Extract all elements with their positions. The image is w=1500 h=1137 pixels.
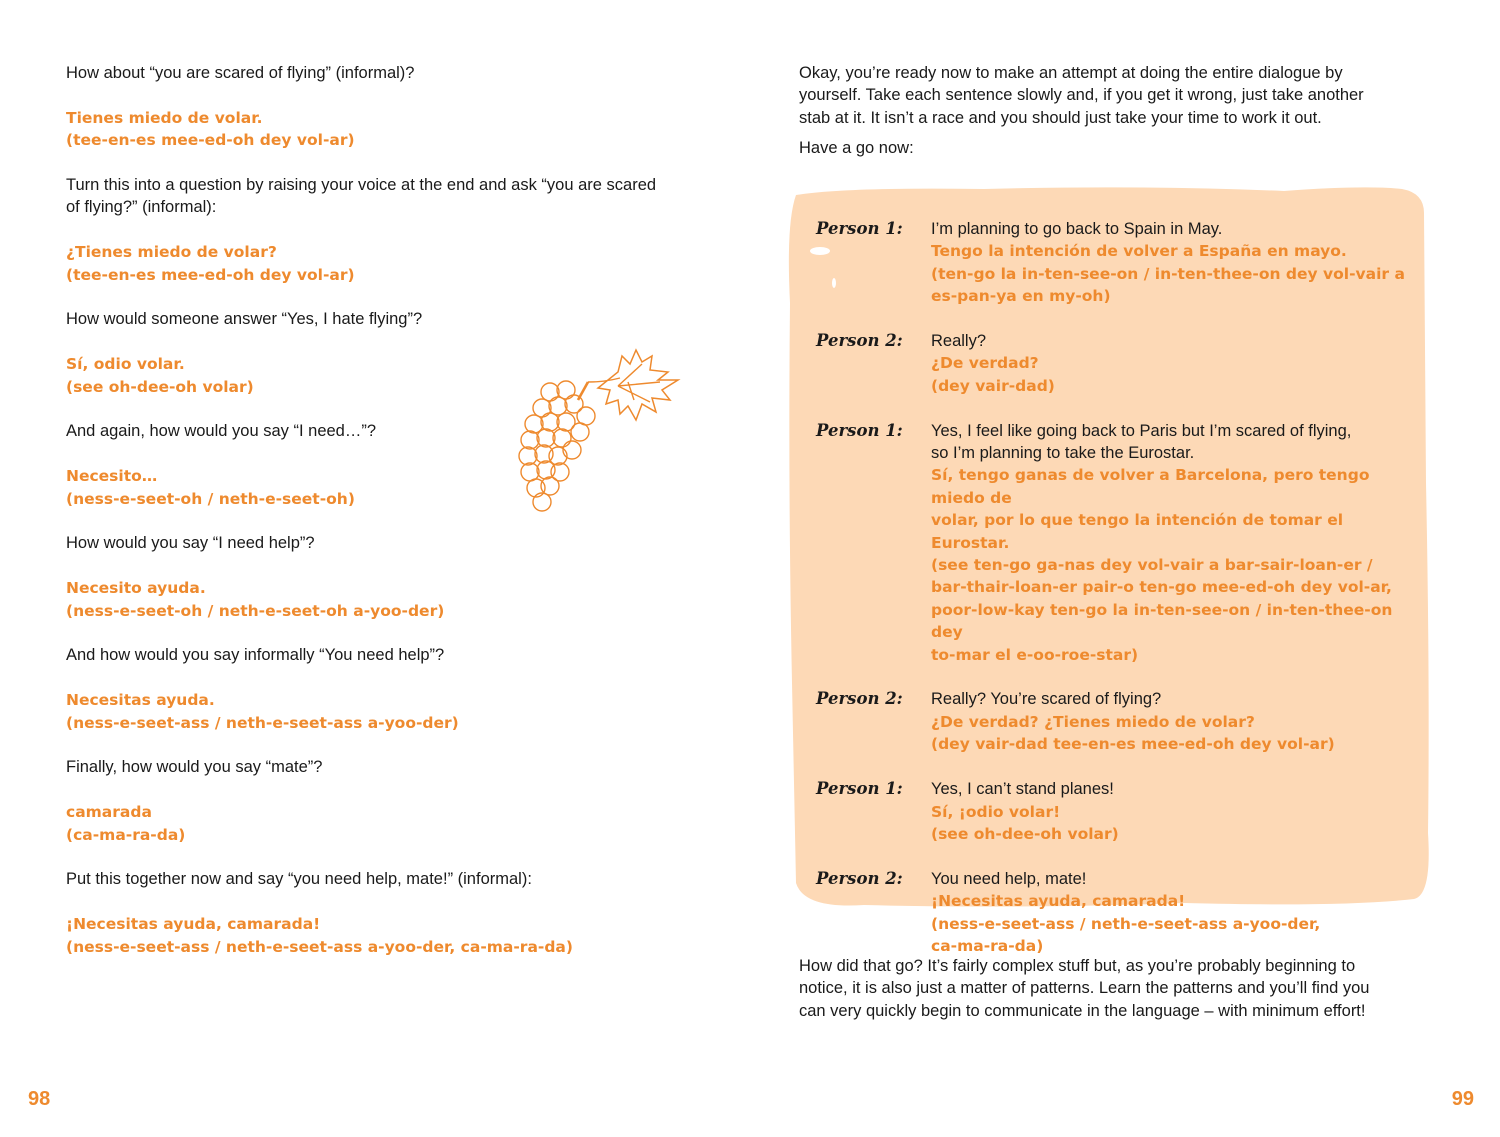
prompt-line: Finally, how would you say “mate”? xyxy=(66,758,323,777)
exercise-block xyxy=(66,532,706,644)
pronunciation-line: (see oh-dee-oh volar) xyxy=(931,824,1119,843)
english-line: I’m planning to go back to Spain in May. xyxy=(931,220,1223,238)
spanish-line: volar, por lo que tengo la intención de tomar el Eurostar. xyxy=(931,511,1344,552)
pronunciation-line: ca-ma-ra-da) xyxy=(931,936,1044,955)
english-line: Yes, I feel like going back to Paris but I’m scared of flying, xyxy=(931,421,1352,440)
pronunciation-line: to-mar el e-oo-roe-star) xyxy=(931,645,1139,664)
spanish-line: camarada xyxy=(66,803,152,822)
pronunciation-line: (tee-en-es mee-ed-oh dey vol-ar) xyxy=(66,131,355,150)
english-line: You need help, mate! xyxy=(931,869,1087,888)
exercise-block xyxy=(66,174,706,308)
right-outro xyxy=(799,955,1419,1022)
pronunciation-line: (see oh-dee-oh volar) xyxy=(66,377,254,396)
spanish-line: Sí, tengo ganas de volver a Barcelona, pero tengo miedo de xyxy=(931,466,1370,507)
spanish-line: ¿Tienes miedo de volar? xyxy=(66,243,277,262)
prompt-line: How would someone answer “Yes, I hate flying”? xyxy=(66,310,423,329)
spanish-line: Necesito… xyxy=(66,467,158,486)
have-a-go-prompt: Have a go now: xyxy=(799,139,914,158)
spanish-line: Sí, odio volar. xyxy=(66,355,185,374)
speaker-label: Person 2: xyxy=(816,689,903,709)
dialogue-turn xyxy=(816,778,1416,845)
spanish-line: ¿De verdad? xyxy=(931,354,1039,373)
exercise-block xyxy=(66,62,706,174)
pronunciation-line: (ness-e-seet-oh / neth-e-seet-oh a-yoo-der) xyxy=(66,601,445,620)
prompt-line: And how would you say informally “You need help”? xyxy=(66,646,445,665)
dialogue-turn xyxy=(816,420,1416,666)
intro-line: Okay, you’re ready now to make an attempt at doing the entire dialogue by xyxy=(799,64,1343,82)
english-line: Yes, I can’t stand planes! xyxy=(931,780,1114,799)
outro-line: How did that go? It’s fairly complex stuff but, as you’re probably beginning to xyxy=(799,957,1356,975)
pronunciation-line: (ness-e-seet-ass / neth-e-seet-ass a-yoo-der, ca-ma-ra-da) xyxy=(66,937,573,956)
pronunciation-line: (ten-go la in-ten-see-on / in-ten-thee-on dey vol-vair a xyxy=(931,264,1405,283)
pronunciation-line: (dey vair-dad) xyxy=(931,376,1055,395)
exercise-block xyxy=(66,644,706,756)
pronunciation-line: (tee-en-es mee-ed-oh dey vol-ar) xyxy=(66,265,355,284)
spanish-line: ¡Necesitas ayuda, camarada! xyxy=(931,892,1186,911)
exercise-block xyxy=(66,868,706,958)
spanish-line: Necesito ayuda. xyxy=(66,579,206,598)
speaker-label: Person 1: xyxy=(816,779,903,799)
spanish-line: Necesitas ayuda. xyxy=(66,691,215,710)
right-intro xyxy=(799,62,1419,160)
prompt-line: Turn this into a question by raising your voice at the end and ask “you are scared xyxy=(66,176,657,194)
prompt-line: How would you say “I need help”? xyxy=(66,534,315,553)
outro-line: notice, it is also just a matter of patterns. Learn the patterns and you’ll find you xyxy=(799,979,1370,998)
dialogue xyxy=(816,218,1416,980)
intro-line: stab at it. It isn’t a race and you should just take your time to work it out. xyxy=(799,108,1322,127)
exercise-block xyxy=(66,756,706,868)
prompt-line: And again, how would you say “I need…”? xyxy=(66,422,377,441)
pronunciation-line: (ca-ma-ra-da) xyxy=(66,825,186,844)
pronunciation-line: poor-low-kay ten-go la in-ten-see-on / in-ten-thee-on dey xyxy=(931,600,1393,642)
english-line: Really? You’re scared of flying? xyxy=(931,690,1162,709)
spanish-line: Tengo la intención de volver a España en mayo. xyxy=(931,242,1347,261)
speaker-label: Person 2: xyxy=(816,868,903,888)
pronunciation-line: es-pan-ya en my-oh) xyxy=(931,287,1111,306)
spanish-line: ¡Necesitas ayuda, camarada! xyxy=(66,915,321,934)
speaker-label: Person 1: xyxy=(816,219,903,238)
prompt-line: of flying?” (informal): xyxy=(66,198,217,217)
grapes-icon xyxy=(510,342,685,514)
english-line: Really? xyxy=(931,332,987,351)
outro-line: can very quickly begin to communicate in the language – with minimum effort! xyxy=(799,1001,1366,1020)
prompt-line: How about “you are scared of flying” (informal)? xyxy=(66,64,415,82)
dialogue-turn xyxy=(816,688,1416,755)
pronunciation-line: (dey vair-dad tee-en-es mee-ed-oh dey vol-ar) xyxy=(931,735,1335,754)
intro-line: yourself. Take each sentence slowly and, if you get it wrong, just take another xyxy=(799,86,1364,105)
spanish-line: Sí, ¡odio volar! xyxy=(931,802,1061,821)
dialogue-turn xyxy=(816,218,1416,308)
spanish-line: Tienes miedo de volar. xyxy=(66,108,263,127)
english-line: so I’m planning to take the Eurostar. xyxy=(931,444,1195,463)
pronunciation-line: (ness-e-seet-ass / neth-e-seet-ass a-yoo-der, xyxy=(931,914,1321,933)
page-number: 99 xyxy=(1451,1088,1474,1110)
speaker-label: Person 1: xyxy=(816,420,903,440)
pronunciation-line: bar-thair-loan-er pair-o ten-go mee-ed-oh dey vol-ar, xyxy=(931,578,1392,597)
dialogue-turn xyxy=(816,868,1416,958)
pronunciation-line: (ness-e-seet-ass / neth-e-seet-ass a-yoo-der) xyxy=(66,713,459,732)
spanish-line: ¿De verdad? ¿Tienes miedo de volar? xyxy=(931,712,1255,731)
page-number: 98 xyxy=(28,1088,51,1110)
speaker-label: Person 2: xyxy=(816,331,903,351)
dialogue-turn xyxy=(816,330,1416,397)
pronunciation-line: (ness-e-seet-oh / neth-e-seet-oh) xyxy=(66,489,355,508)
pronunciation-line: (see ten-go ga-nas dey vol-vair a bar-sair-loan-er / xyxy=(931,556,1373,575)
prompt-line: Put this together now and say “you need help, mate!” (informal): xyxy=(66,870,532,889)
right-page xyxy=(750,0,1500,1137)
